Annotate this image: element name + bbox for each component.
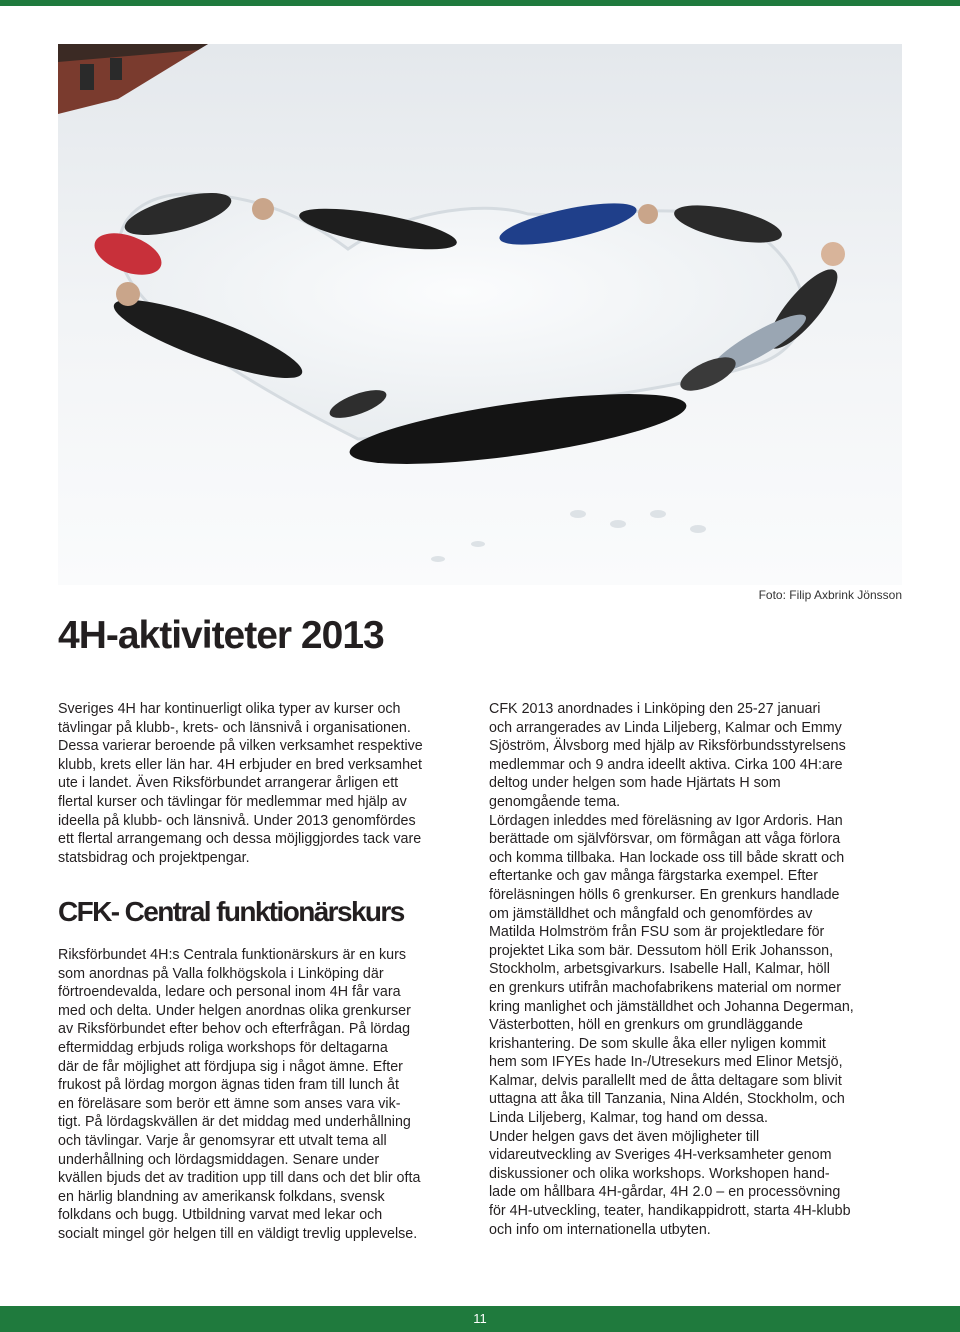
text-line: Västerbotten, höll en grenkurs om grundläggande [489,1017,803,1034]
text-line: om jämställdhet och mångfald och genomfördes av [489,905,813,922]
text-line: och komma tillbaka. Han lockade oss till både skratt och [489,849,845,866]
text-line: flertal kurser och tävlingar för medlemmar med hjälp av [58,793,407,810]
text-line: underhållning och lördagsmiddagen. Senare under [58,1151,380,1168]
text-line: eftermiddag erbjuds roliga workshops för deltagarna [58,1039,388,1056]
page-headline: 4H-aktiviteter 2013 [58,614,384,657]
text-line: vidareutveckling av Sveriges 4H-verksamheter genom [489,1147,832,1164]
cfk-section-heading: CFK- Central funktionärskurs [58,896,404,927]
text-line: för 4H-utveckling, teater, handikappidrott, starta 4H-klubb [489,1203,851,1220]
text-line: kvällen bjuds det av tradition upp till dans och det blir ofta [58,1170,421,1187]
text-line: kring manlighet och jämställdhet och Johanna Degerman, [489,998,854,1015]
text-line: en föreläsare som berör ett ämne som anses vara vik- [58,1095,401,1112]
text-line: ute i landet. Även Riksförbundet arrangerar årligen ett [58,775,399,792]
text-line: deltog under helgen som hade Hjärtats H som [489,775,781,792]
text-line: tävlingar på klubb-, krets- och länsnivå i organisationen. [58,719,411,736]
text-line: föreläsningen hölls 6 grenkurser. En grenkurs handlade [489,886,840,903]
text-line: socialt mingel gör helgen till en väldigt trevlig upplevelse. [58,1225,418,1242]
text-line: hem som IFYEs hade In-/Utresekurs med Elinor Metsjö, [489,1054,843,1071]
text-line: och tävlingar. Varje år genomsyrar ett utvalt tema all [58,1132,387,1149]
text-line: och info om internationella utbyten. [489,1221,711,1238]
text-line: lade om hållbara 4H-gårdar, 4H 2.0 – en processövning [489,1184,841,1201]
text-line: en grenkurs utifrån machofabrikens material om normer [489,979,842,996]
snow-heart-illustration [58,44,902,585]
text-line: projektet Lika som bär. Dessutom höll Erik Johansson, [489,942,834,959]
text-line: ideella på klubb- och länsnivå. Under 2013 genomfördes [58,812,416,829]
text-line: ett flertal arrangemang och dessa möjliggjordes tack vare [58,831,422,848]
cover-photo-heart-in-snow [58,44,902,585]
text-line: frukost på lördag morgon ägnas tiden fram till lunch åt [58,1077,399,1094]
text-line: CFK 2013 anordnades i Linköping den 25-27 januari [489,701,821,717]
text-line: av Riksförbundet efter behov och efterfrågan. På lördag [58,1021,411,1038]
text-line: och arrangerades av Linda Liljeberg, Kalmar och Emmy [489,719,842,736]
text-line: uttagna att åka till Tanzania, Nina Aldén, Stockholm, och [489,1091,845,1108]
text-line: förtroendevalda, ledare och personal inom 4H får vara [58,984,401,1001]
text-line: Sjöström, Älvsborg med hjälp av Riksförbundsstyrelsens [489,738,846,755]
text-line: Stockholm, arbetsgivarkurs. Isabelle Hall, Kalmar, höll [489,961,830,978]
page-number: 11 [473,1311,487,1326]
text-line: Under helgen gavs det även möjligheter till [489,1128,760,1145]
text-line: Lördagen inleddes med föreläsning av Igor Ardoris. Han [489,812,843,829]
text-line: Matilda Holmström från FSU som är projektledare för [489,924,825,941]
cfk-paragraph [58,946,478,1244]
building-window [80,64,94,90]
text-line: Linda Liljeberg, Kalmar, tog hand om dessa. [489,1110,768,1127]
text-line: statsbidrag och projektpengar. [58,849,250,866]
text-line: en härlig blandning av amerikansk folkdans, svensk [58,1188,385,1205]
intro-paragraph [58,700,478,867]
text-line: diskussioner och olika workshops. Workshopen hand- [489,1165,830,1182]
text-line: Kalmar, delvis parallellt med de åtta deltagare som blivit [489,1072,842,1089]
photo-credit: Foto: Filip Axbrink Jönsson [758,588,902,602]
text-line: klubb, krets eller län har. 4H erbjuder en bred verksamhet [58,756,422,773]
cfk-2013-report-column [489,700,907,1239]
text-line: genomgående tema. [489,793,621,810]
building-window [110,58,122,80]
text-line: där de får möjlighet att fördjupa sig i något ämne. Efter [58,1058,403,1075]
text-line: med och delta. Under helgen anordnas olika grenkurser [58,1002,411,1019]
text-line: Riksförbundet 4H:s Centrala funktionärskurs är en kurs [58,947,407,963]
text-line: folkdans och bugg. Utbildning varvat med lekar och [58,1207,383,1224]
text-line: eftertanke och gav många färgstarka exempel. Efter [489,868,819,885]
text-line: Dessa varierar beroende på vilken verksamhet respektive [58,738,423,755]
text-line: Sveriges 4H har kontinuerligt olika typer av kurser och [58,701,401,717]
text-line: medlemmar och 9 andra ideellt aktiva. Cirka 100 4H:are [489,756,843,773]
top-accent-bar [0,0,960,6]
text-line: som anordnas på Valla folkhögskola i Linköping där [58,965,384,982]
text-line: tigt. På lördagskvällen är det middag med underhållning [58,1114,411,1131]
text-line: krishantering. De som skulle åka eller nyligen kommit [489,1035,826,1052]
text-line: berättade om självförsvar, om förmågan att våga förlora [489,831,841,848]
